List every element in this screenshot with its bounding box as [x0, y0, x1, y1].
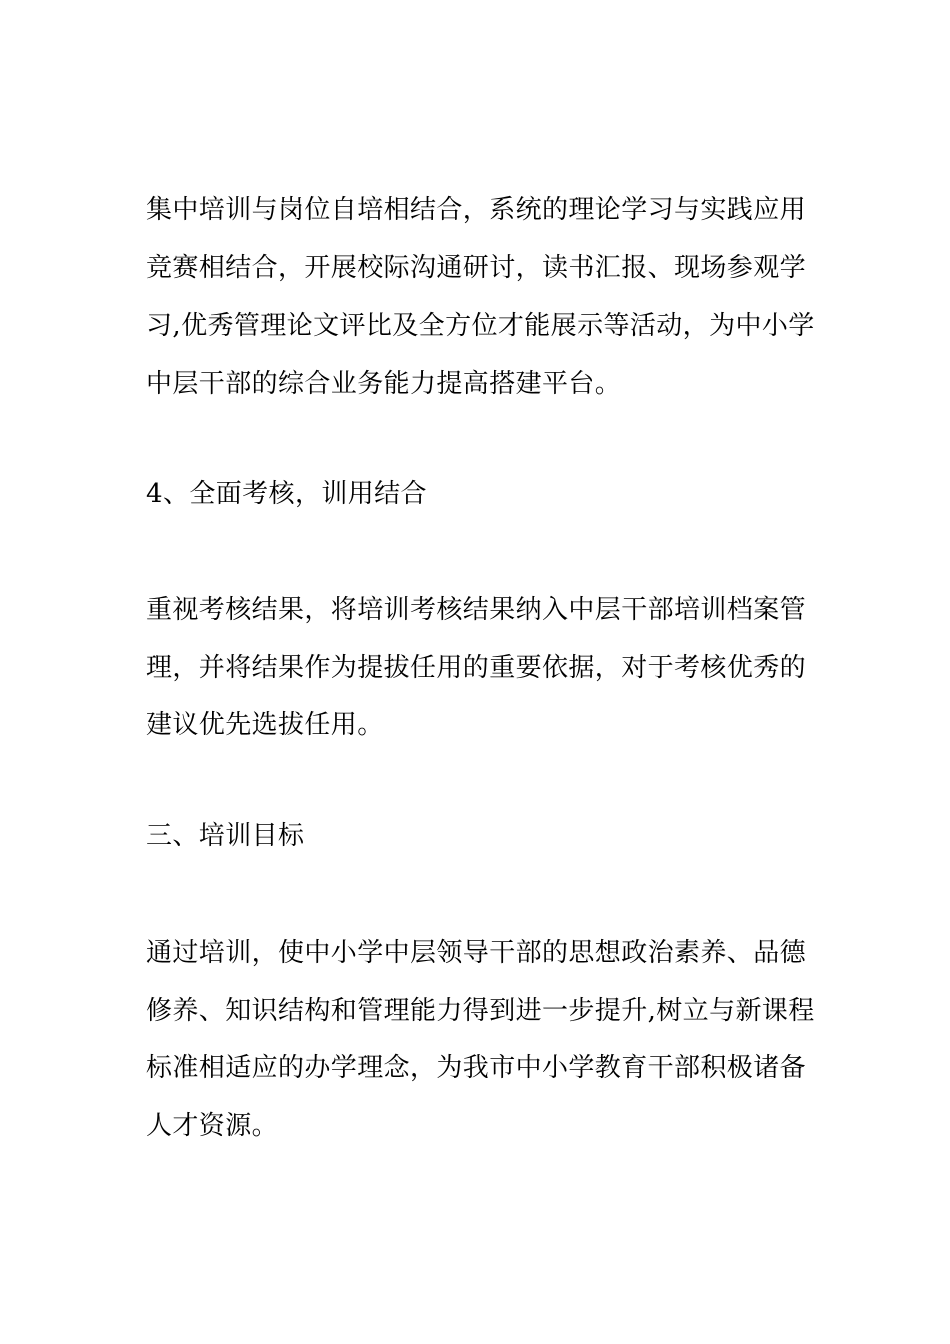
paragraph-3-line-3: 标准相适应的办学理念，为我市中小学教育干部积极诸备: [146, 1053, 807, 1083]
paragraph-3-line-1: 通过培训，使中小学中层领导干部的思想政治素养、品德: [146, 938, 807, 968]
paragraph-3-line-4: 人才资源。: [146, 1111, 279, 1141]
paragraph-1-line-4: 中层干部的综合业务能力提高搭建平台。: [146, 369, 622, 399]
paragraph-1-line-2: 竞赛相结合，开展校际沟通研讨，读书汇报、现场参观学: [146, 253, 807, 283]
paragraph-1-line-1: 集中培训与岗位自培相结合，系统的理论学习与实践应用: [146, 195, 807, 225]
section-heading-4: 4、全面考核，训用结合: [146, 479, 427, 509]
section-heading-3: 三、培训目标: [146, 821, 305, 851]
paragraph-2-line-2: 理，并将结果作为提拔任用的重要依据，对于考核优秀的: [146, 653, 807, 683]
paragraph-2-line-3: 建议优先选拔任用。: [146, 710, 384, 740]
paragraph-2-line-1: 重视考核结果，将培训考核结果纳入中层干部培训档案管: [146, 595, 807, 625]
paragraph-3-line-2: 修养、知识结构和管理能力得到进一步提升,树立与新课程: [146, 996, 815, 1026]
paragraph-1-line-3: 习,优秀管理论文评比及全方位才能展示等活动，为中小学: [146, 311, 815, 341]
